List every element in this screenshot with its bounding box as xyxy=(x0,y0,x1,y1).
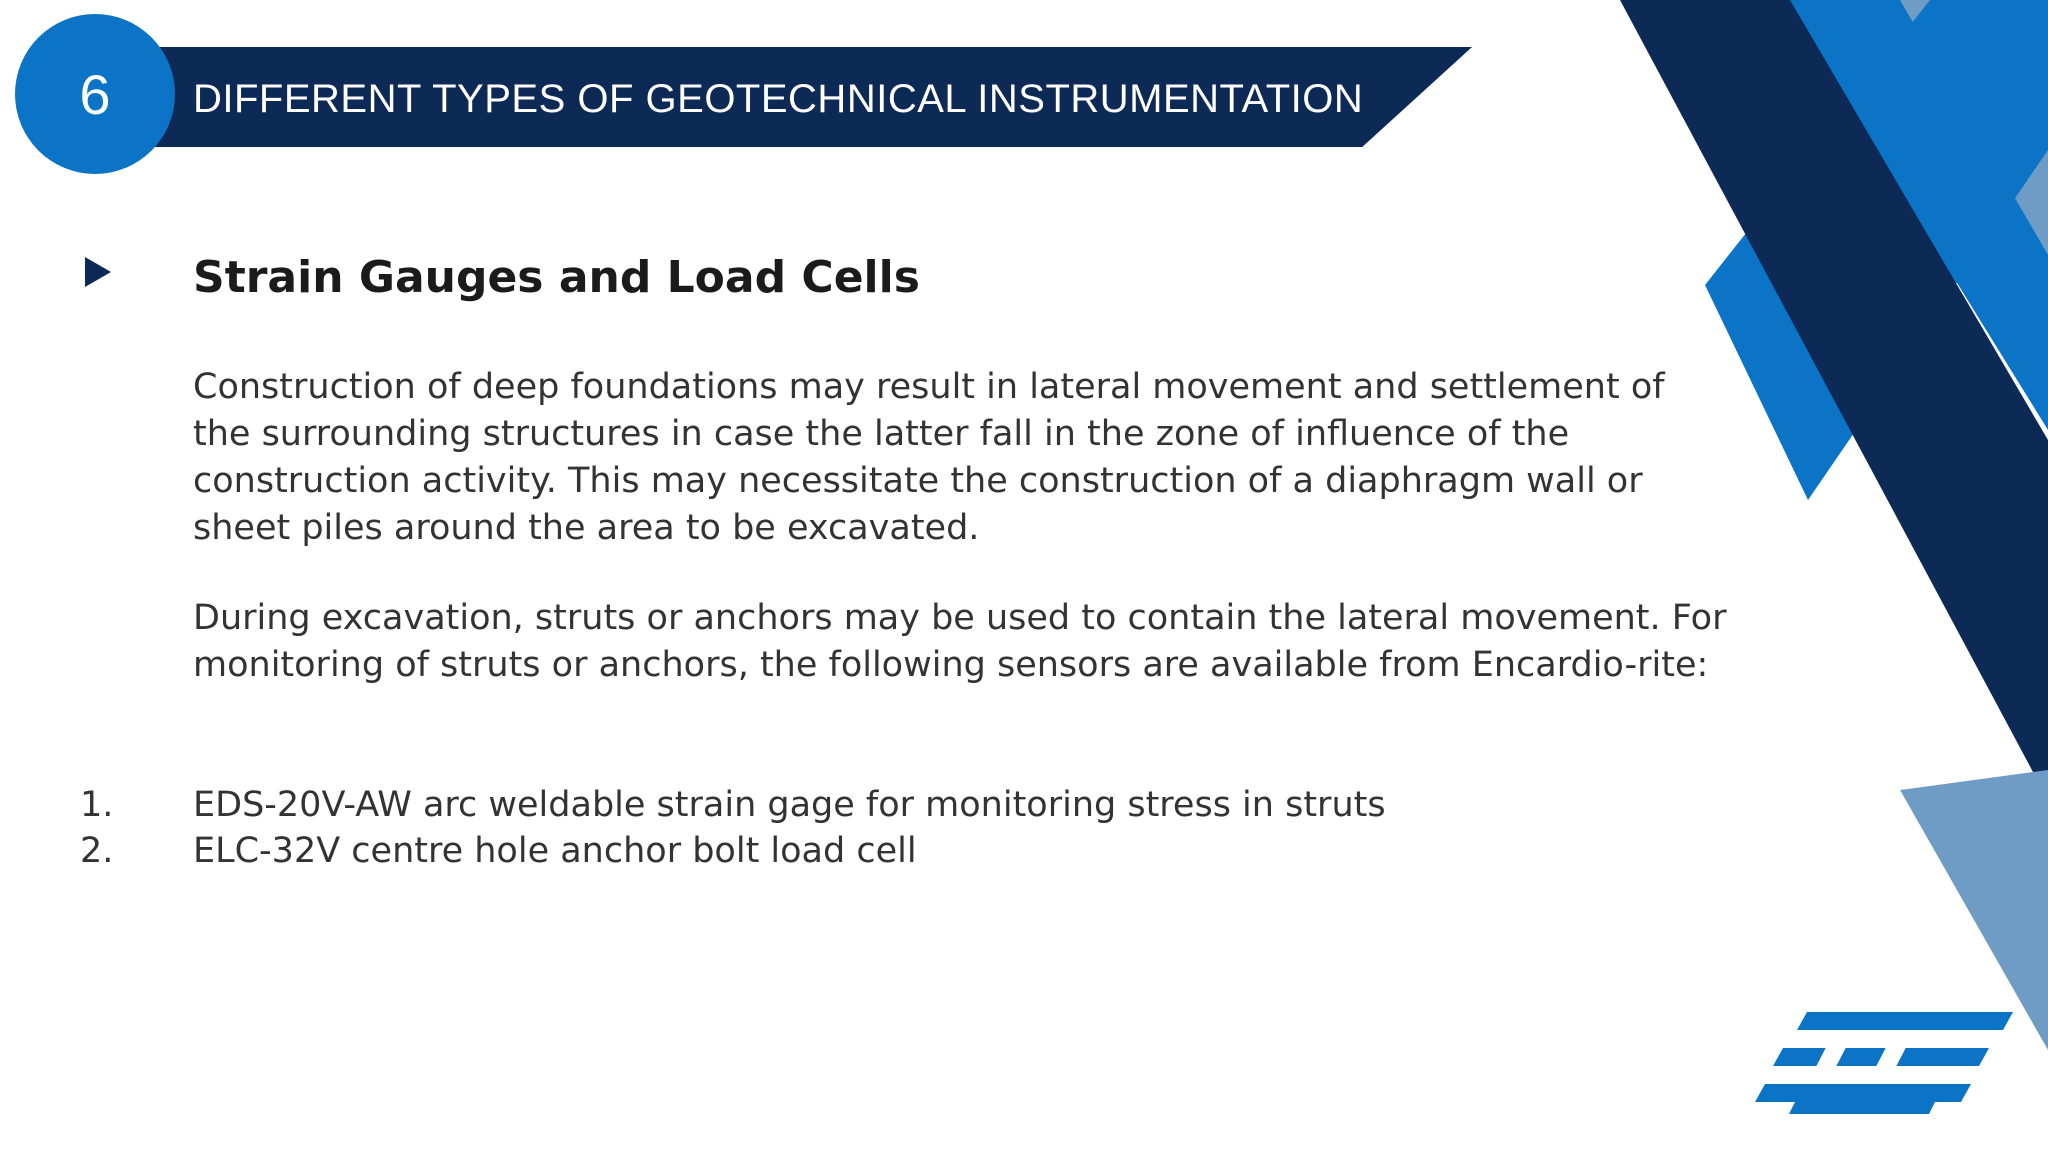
slide-number-badge: 6 xyxy=(15,14,175,174)
list-item-number: 1. xyxy=(80,785,114,825)
paragraph-2: During excavation, struts or anchors may be used to contain the lateral movement. For monitoring of struts or anchors, the following sensors are available from Encardio-rite: xyxy=(193,598,1727,685)
section-heading: Strain Gauges and Load Cells xyxy=(193,252,920,303)
list-item-text: EDS-20V-AW arc weldable strain gage for monitoring stress in struts xyxy=(193,785,1386,825)
slide-title: DIFFERENT TYPES OF GEOTECHNICAL INSTRUMENTATION xyxy=(193,77,1364,121)
list-item-number: 2. xyxy=(80,831,114,871)
list-item-text: ELC-32V centre hole anchor bolt load cell xyxy=(193,831,917,871)
play-triangle-icon xyxy=(85,257,111,287)
paragraph-1: Construction of deep foundations may result in lateral movement and settlement of the surrounding structures in case the latter fall in the zone of influence of the construction activity. This may necessitate the construction of a diaphragm wall or sheet piles around the area to be excavated. xyxy=(193,367,1665,548)
encardio-rite-logo xyxy=(1755,1010,2015,1120)
list-item xyxy=(80,828,1560,875)
list-item xyxy=(80,782,1560,829)
